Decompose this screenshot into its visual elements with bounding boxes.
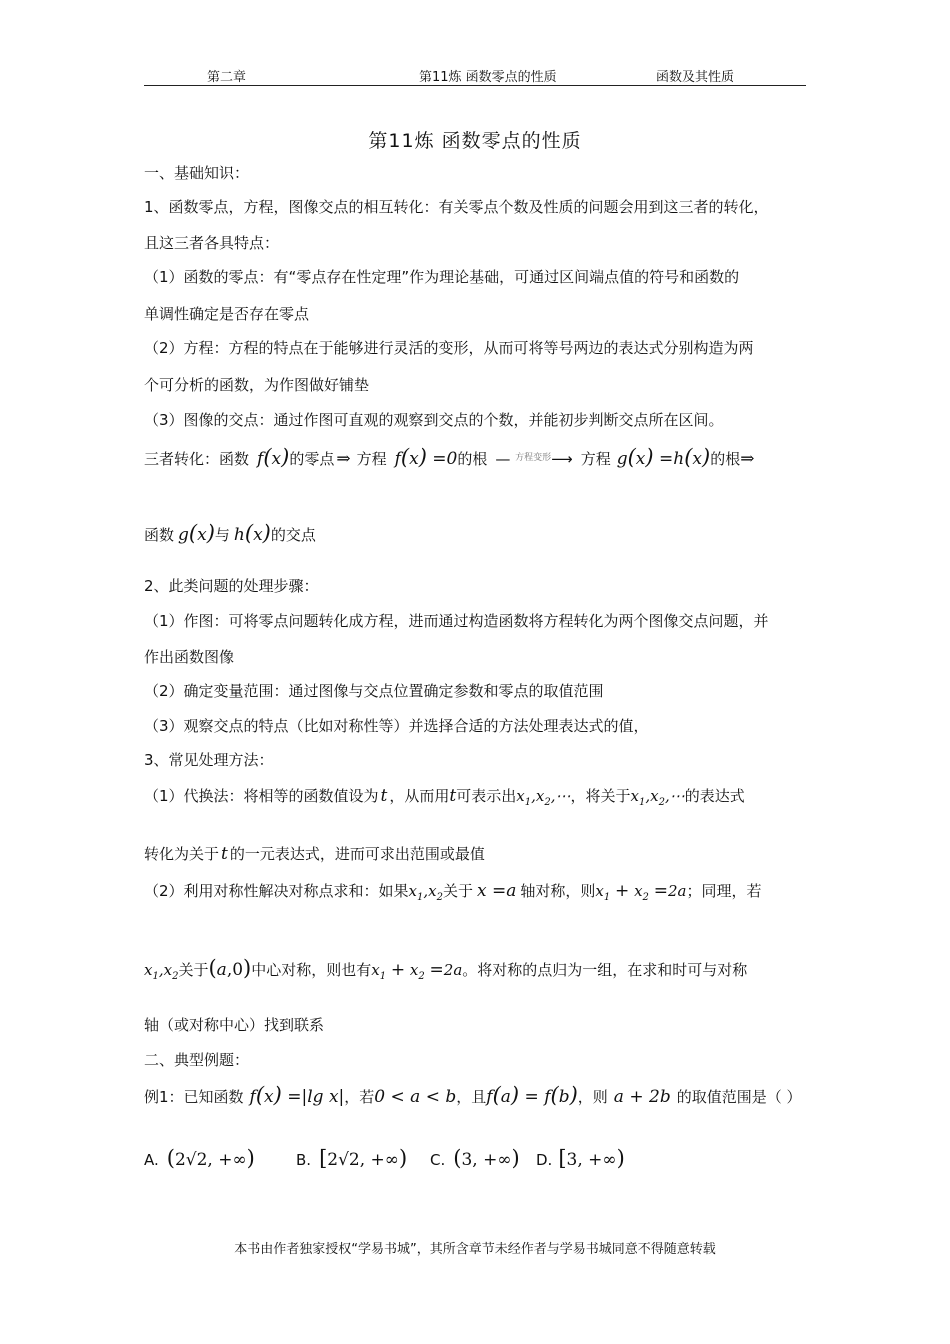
method-1-line <box>144 786 745 813</box>
option-a-label: A. <box>144 1151 159 1169</box>
math-x1-x2-dots: $x_1,x_2,\cdots$ <box>516 787 571 808</box>
math-x1-x2: $x_1,x_2$ <box>408 882 443 903</box>
math-x-eq-a: x =a <box>477 881 517 901</box>
math-sum-2a: $x_1 + x_2 =2a$ <box>371 960 463 982</box>
page-title: 第11炼 函数零点的性质 <box>368 130 582 152</box>
math-t: t <box>380 786 388 806</box>
option-d[interactable] <box>536 1148 625 1170</box>
section-methods-heading: 3、常见处理方法： <box>144 751 274 769</box>
text: 的交点 <box>270 526 316 544</box>
text: ，将关于 <box>570 787 631 805</box>
header-rule <box>144 85 806 86</box>
steps-1a: （1）作图：可将零点问题转化成方程，进而通过构造函数将方程转化为两个图像交点问题，并 <box>144 612 769 630</box>
section-basic-heading: 一、基础知识： <box>144 164 250 182</box>
option-c-label: C. <box>430 1151 446 1169</box>
math-f-lg: f(x) =|lg x| <box>249 1083 345 1107</box>
math-t: t <box>449 786 457 806</box>
option-a-math: (2√2, +∞) <box>166 1146 255 1170</box>
option-a[interactable] <box>144 1148 255 1170</box>
text: 的一元表达式，进而可求出范围或最值 <box>229 845 485 863</box>
text: 可表示出 <box>456 787 517 805</box>
option-b-math: [2√2, +∞) <box>319 1146 408 1170</box>
text: 方程 <box>580 450 611 468</box>
math-t: t <box>221 844 228 864</box>
text: 方程 <box>356 450 387 468</box>
option-b[interactable] <box>296 1148 407 1170</box>
math-0-a-b: 0 < a < b <box>374 1087 457 1107</box>
method-1-line-2 <box>144 844 485 864</box>
steps-3: （3）观察交点的特点（比如对称性等）并选择合适的方法处理表达式的值， <box>144 717 649 735</box>
option-d-label: D. <box>536 1151 553 1169</box>
text: 中心对称，则也有 <box>251 961 372 979</box>
text: 的根 <box>457 450 488 468</box>
text: ；同理，若 <box>686 882 762 900</box>
method-2-line-2 <box>144 958 747 987</box>
text: （2）利用对称性解决对称点求和：如果 <box>144 882 409 900</box>
text: 函数 <box>144 526 175 544</box>
arrow-label: 方程变形 <box>515 453 552 463</box>
section-steps-heading: 2、此类问题的处理步骤： <box>144 577 319 595</box>
para-2a: （1）函数的零点：有“零点存在性定理”作为理论基础，可通过区间端点值的符号和函数的 <box>144 268 740 286</box>
text: （1）代换法：将相等的函数值设为 <box>144 787 379 805</box>
steps-1b: 作出函数图像 <box>144 648 235 666</box>
header-topic: 函数及其性质 <box>656 70 735 85</box>
transform-line-2 <box>144 523 316 545</box>
text: 的零点 <box>289 450 335 468</box>
example-1-question <box>144 1085 801 1107</box>
math-f-x: f(x) <box>257 445 290 469</box>
text: 三者转化：函数 <box>144 450 250 468</box>
text: 轴对称，则 <box>520 882 596 900</box>
math-x1-x2-dots: $x_1,x_2,\cdots$ <box>630 787 685 808</box>
option-c[interactable] <box>430 1148 520 1170</box>
text: 的取值范围是（ ） <box>676 1088 802 1106</box>
section-examples-heading: 二、典型例题： <box>144 1051 250 1069</box>
text: ，且 <box>456 1088 487 1106</box>
implies-arrow: ⇒ <box>336 449 351 469</box>
text: 与 <box>214 526 230 544</box>
para-3a: （2）方程：方程的特点在于能够进行灵活的变形，从而可将等号两边的表达式分别构造为两 <box>144 339 754 357</box>
math-g-x: g(x) <box>178 521 215 545</box>
option-b-label: B. <box>296 1151 312 1169</box>
method-2-line-3: 轴（或对称中心）找到联系 <box>144 1016 325 1034</box>
math-g-eq-h: g(x) =h(x) <box>616 445 711 469</box>
steps-2: （2）确定变量范围：通过图像与交点位置确定参数和零点的取值范围 <box>144 682 604 700</box>
transform-line <box>144 447 754 472</box>
text: 的表达式 <box>684 787 745 805</box>
header-chapter: 第二章 <box>207 70 247 85</box>
para-2b: 单调性确定是否存在零点 <box>144 305 310 323</box>
text: 转化为关于 <box>144 845 220 863</box>
math-point-a-0: (a,0) <box>208 956 252 980</box>
math-a-plus-2b: a + 2b <box>613 1087 671 1107</box>
method-2-line <box>144 881 761 908</box>
footer-copyright: 本书由作者独家授权“学易书城”，其所含章节未经作者与学易书城同意不得随意转载 <box>234 1242 716 1257</box>
para-3b: 个可分析的函数，为作图做好铺垫 <box>144 376 370 394</box>
math-fa-eq-fb: f(a) = f(b) <box>486 1083 578 1107</box>
text: ，从而用 <box>389 787 450 805</box>
transform-arrow: — $^{方程变形}$⟶ <box>495 450 573 468</box>
math-f-x-eq-0: f(x) =0 <box>394 445 458 469</box>
para-4: （3）图像的交点：通过作图可直观的观察到交点的个数，并能初步判断交点所在区间。 <box>144 411 724 429</box>
text: 。将对称的点归为一组，在求和时可与对称 <box>462 961 748 979</box>
text: ，若 <box>344 1088 375 1106</box>
implies-arrow: ⇒ <box>740 449 755 469</box>
para-1b: 且这三者各具特点： <box>144 234 280 252</box>
math-sum-2a: $x_1 + x_2 =2a$ <box>595 881 687 903</box>
math-x1-x2: $x_1,x_2$ <box>144 961 179 982</box>
text: 关于 <box>178 961 209 979</box>
text: 关于 <box>443 882 474 900</box>
text: 例1：已知函数 <box>144 1088 244 1106</box>
header-lesson: 第11炼 函数零点的性质 <box>419 70 557 85</box>
option-d-math: [3, +∞) <box>558 1146 625 1170</box>
text: ，则 <box>577 1088 608 1106</box>
math-h-x: h(x) <box>233 521 271 545</box>
text: 的根 <box>710 450 741 468</box>
para-1a: 1、函数零点，方程，图像交点的相互转化：有关零点个数及性质的问题会用到这三者的转化， <box>144 198 769 216</box>
option-c-math: (3, +∞) <box>453 1146 520 1170</box>
